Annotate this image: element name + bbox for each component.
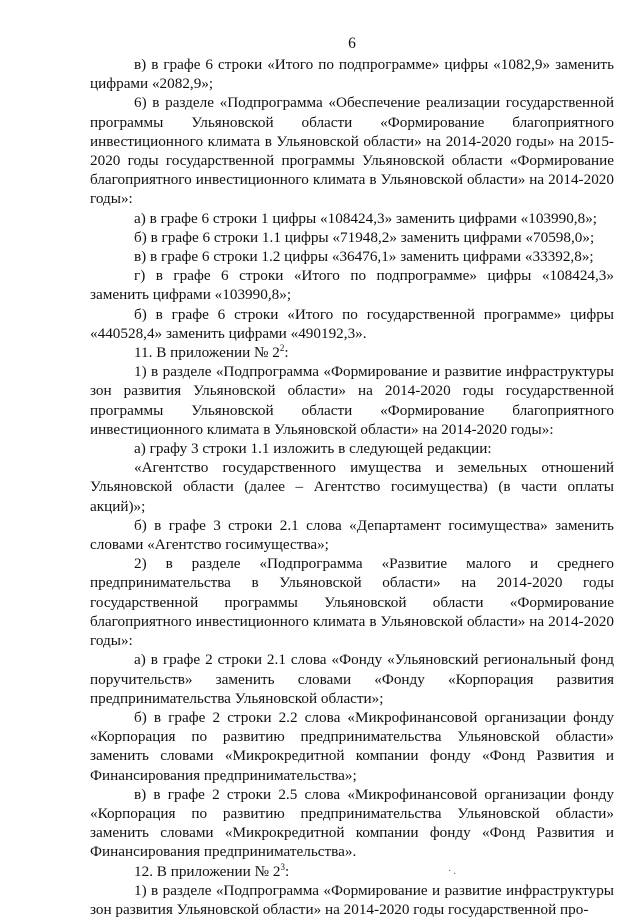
- page-number: 6: [348, 35, 356, 52]
- paragraph: 2) в разделе «Подпрограмма «Развитие малого и среднего предпринимательства в Ульяновской области» на 2014-2020 годы государственной программы Ульяновской области «Формирование благоприятного инвестиционного климата в Ульяновской области» на 2014-2020 годы»:: [90, 555, 614, 650]
- paragraph: [90, 343, 614, 362]
- paragraph: г) в графе 6 строки «Итого по подпрограмме» цифры «108424,3» заменить цифрами «103990,8»;: [90, 267, 614, 304]
- paragraph: б) в графе 2 строки 2.2 слова «Микрофинансовой организации фонду «Корпорация по развитию предпринимательства Ульяновской области» заменить словами «Микрокредитной компании фонду «Фонд Развития и Финансирования предпринимательства»;: [90, 708, 614, 784]
- document-body: [90, 55, 614, 919]
- paragraph: а) в графе 6 строки 1 цифры «108424,3» заменить цифрами «103990,8»;: [134, 209, 598, 227]
- paragraph: б) в графе 6 строки «Итого по государственной программе» цифры «440528,4» заменить цифрами «490192,3».: [90, 305, 614, 342]
- paragraph-tail: :: [284, 344, 289, 362]
- paragraph: а) в графе 2 строки 2.1 слова «Фонду «Ульяновский региональный фонд поручительств» заменить словами «Фонду «Корпорация развития предпринимательства Ульяновской области»;: [90, 651, 614, 707]
- superscript: 3: [280, 861, 285, 872]
- paragraph-text: 12. В приложении № 2: [134, 862, 281, 880]
- paragraph-tail: :: [284, 862, 290, 880]
- paragraph: 1) в разделе «Подпрограмма «Формирование и развитие инфраструктуры зон развития Ульяновской области» на 2014-2020 годы государственной про-: [90, 881, 614, 918]
- paragraph: б) в графе 6 строки 1.1 цифры «71948,2» заменить цифрами «70598,0»;: [134, 228, 595, 246]
- superscript: 2: [279, 343, 285, 354]
- paragraph: в) в графе 6 строки 1.2 цифры «36476,1» заменить цифрами «33392,8»;: [134, 248, 594, 266]
- paragraph: «Агентство государственного имущества и земельных отношений Ульяновской области (далее – Агентство госимущества) (в части оплаты акций)»;: [90, 459, 614, 515]
- paragraph: а) графу 3 строки 1.1 изложить в следующей редакции:: [134, 440, 492, 458]
- paragraph: 6) в разделе «Подпрограмма «Обеспечение реализации государственной программы Ульяновской области «Формирование благоприятного инвестиционного климата в Ульяновской области» на 2014-2020 годы» на 2015-2020 годы государственной программы Ульяновской области «Формирование благоприятного инвестиционного климата в Ульяновской области» на 2014-2020 годы»:: [90, 94, 614, 208]
- paragraph: в) в графе 2 строки 2.5 слова «Микрофинансовой организации фонду «Корпорация по развитию предпринимательства Ульяновской области» заменить словами «Микрокредитной компании фонду «Фонд Развития и Финансирования предпринимательства».: [90, 785, 614, 861]
- scan-artifact: ·.: [448, 866, 458, 877]
- paragraph: в) в графе 6 строки «Итого по подпрограмме» цифры «1082,9» заменить цифрами «2082,9»;: [90, 56, 614, 93]
- paragraph: 1) в разделе «Подпрограмма «Формирование и развитие инфраструктуры зон развития Ульяновской области» на 2014-2020 годы государственной программы Ульяновской области «Формирование благоприятного инвестиционного климата в Ульяновской области» на 2014-2020 годы»:: [90, 363, 614, 438]
- paragraph-text: 11. В приложении № 2: [134, 344, 280, 362]
- paragraph: [90, 862, 614, 881]
- paragraph: б) в графе 3 строки 2.1 слова «Департамент госимущества» заменить словами «Агентство госимущества»;: [90, 516, 614, 554]
